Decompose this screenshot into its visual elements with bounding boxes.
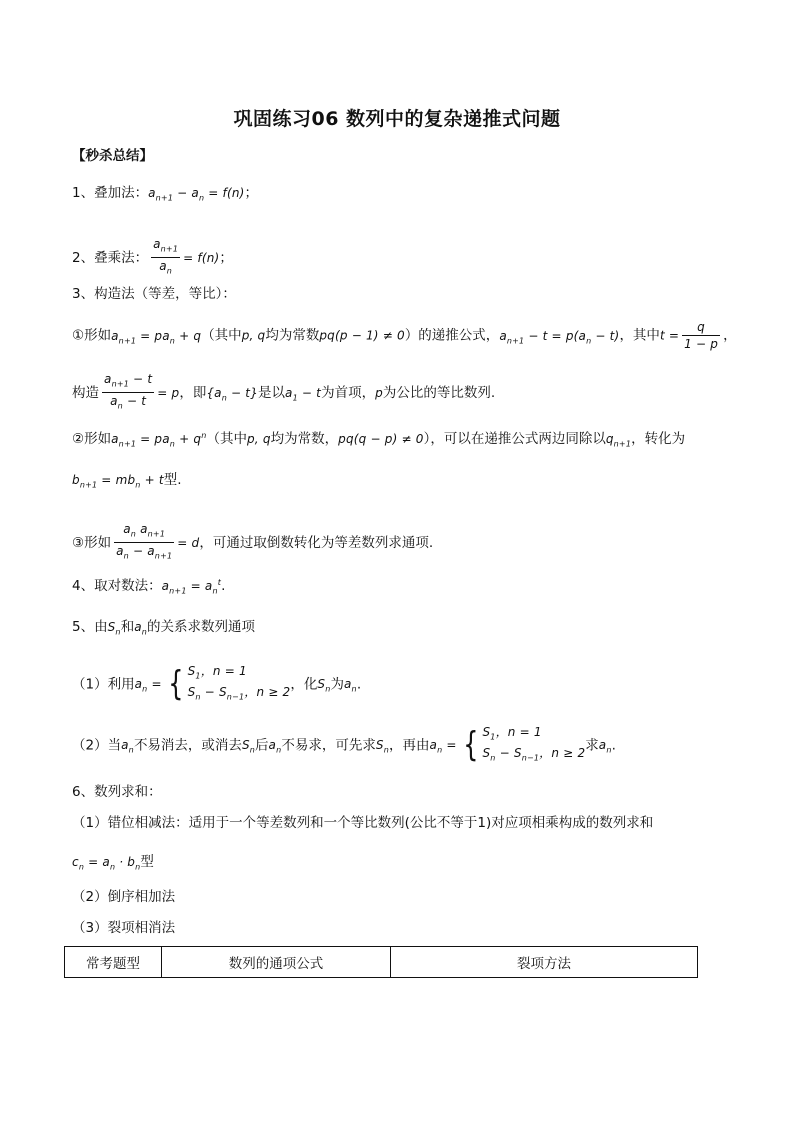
table-header-cell: 裂项方法 (391, 947, 698, 978)
text: . (611, 737, 616, 754)
text: ，化 (290, 676, 318, 693)
case-1: $S_1$，n = 1 (187, 664, 247, 681)
text: ，即 (179, 384, 207, 401)
text: （2）当 (72, 737, 122, 754)
case-1: $S_1$，n = 1 (482, 725, 542, 742)
left-brace: { (167, 664, 184, 705)
item-1-formula: $a_{n+1} - a_n = f(n)$ (148, 186, 245, 203)
item-6-3: （3）裂项相消法 (72, 920, 176, 936)
formula: $S_n$ (317, 677, 331, 694)
item-1-label: 1、叠加法： (72, 185, 149, 201)
text: 为首项， (321, 384, 376, 401)
formula: $a_n$ (121, 738, 134, 755)
item-1-tail: ； (244, 185, 259, 201)
formula: $S_n$ (241, 738, 256, 755)
case-2: $S_n - S_{n-1}$，n ≥ 2 (187, 685, 291, 702)
text: 的关系求数列通项 (147, 619, 256, 635)
item-2-denominator: $a_n$ (159, 259, 173, 276)
item-3-1b (72, 371, 495, 415)
text: ，可通过取倒数转化为等差数列求通项. (199, 534, 434, 551)
text: 5、由 (72, 619, 108, 635)
item-2-numerator: $a_{n+1}$ (151, 236, 180, 258)
numerator: $a_{n+1} - t$ (102, 371, 154, 393)
table-header-row (65, 947, 698, 978)
text: ，再由 (389, 737, 430, 754)
item-6-1b (72, 852, 154, 877)
formula: $S_n$ (375, 738, 389, 755)
text: 后 (255, 737, 269, 754)
case-2: $S_n - S_{n-1}$，n ≥ 2 (482, 746, 586, 763)
text: （其中 (206, 431, 247, 447)
text: 是以 (258, 384, 286, 401)
item-6-1: （1）错位相减法：适用于一个等差数列和一个等比数列(公比不等于1)对应项相乘构成的数列求和 (72, 815, 654, 831)
text: 构造 (72, 384, 99, 401)
denominator: $a_n - t$ (110, 394, 147, 411)
formula: $a_n$ (343, 677, 357, 694)
item-3: 3、构造法（等差，等比）： (72, 286, 236, 302)
item-3-2b (72, 470, 182, 495)
numerator: $a_n$ $a_{n+1}$ (114, 521, 174, 543)
left-brace: { (462, 725, 479, 766)
text: 型. (163, 472, 182, 488)
formula: $a_1 - t$ (285, 385, 322, 403)
text: ， (723, 327, 737, 344)
piecewise-cases (188, 663, 291, 706)
numerator: q (682, 319, 720, 336)
formula: $\{a_n - t\}$ (206, 385, 259, 403)
page-title: 巩固练习06 数列中的复杂递推式问题 (233, 108, 561, 130)
text: . (356, 676, 362, 693)
text: （1）利用 (72, 676, 135, 693)
formula: $a_n$ = (429, 738, 457, 755)
piecewise-cases (482, 724, 585, 767)
item-5-1 (72, 663, 361, 706)
text: 均为常数 (265, 327, 320, 344)
text: ，其中 (619, 327, 660, 344)
formula: = p (157, 385, 180, 400)
t-fraction (682, 319, 720, 352)
item-2-fraction (151, 236, 180, 280)
formula: $a_n$ = (134, 677, 162, 694)
formula: $q_{n+1}$ (605, 432, 632, 449)
text: （其中 (201, 327, 242, 344)
text: ③形如 (72, 534, 112, 551)
formula: pq(p − 1) ≠ 0 (319, 328, 405, 343)
formula: p, q (241, 328, 266, 343)
text: ）的递推公式， (404, 327, 500, 344)
text: 求 (585, 737, 599, 754)
item-1 (72, 183, 258, 208)
construct-fraction (102, 371, 154, 415)
item-2-label: 2、叠乘法： (72, 249, 149, 266)
split-term-table (64, 946, 698, 978)
item-2-tail: ； (219, 249, 233, 266)
text: 不易消去，或消去 (133, 737, 242, 754)
reciprocal-fraction (114, 521, 174, 565)
formula: $a_n$ (598, 738, 612, 755)
formula: $a_{n+1} = pa_n + q$ (111, 328, 202, 345)
text: ，转化为 (631, 431, 686, 447)
text: ②形如 (72, 431, 112, 447)
formula: $a_n$ (134, 620, 148, 637)
formula: $b_{n+1} = mb_n + t$ (72, 473, 164, 490)
item-4-formula: $a_{n+1} = a_n^t$ (161, 578, 222, 596)
text: 不易求，可先求 (281, 737, 376, 754)
text: 为 (330, 676, 344, 693)
formula: = d (177, 535, 200, 550)
item-2 (72, 236, 233, 280)
item-5 (72, 617, 255, 642)
text: 和 (120, 619, 135, 635)
text: 均为常数， (270, 431, 339, 447)
text: 型 (140, 854, 154, 870)
text: 为公比的等比数列. (382, 384, 496, 401)
table-header-cell: 数列的通项公式 (162, 947, 391, 978)
item-3-2 (72, 426, 685, 454)
item-2-rhs: = f(n) (183, 250, 220, 265)
formula: t = (659, 328, 680, 343)
item-6: 6、数列求和： (72, 784, 162, 800)
formula: p (375, 385, 383, 400)
formula: p, q (246, 432, 271, 446)
item-4-tail: . (221, 578, 226, 594)
formula: $a_{n+1} - t = p(a_n - t)$ (499, 328, 620, 345)
formula: $a_{n+1} = pa_n + q^n$ (111, 431, 207, 449)
item-4-label: 4、取对数法： (72, 578, 162, 594)
item-3-1 (72, 319, 737, 352)
denominator: 1 − p (684, 337, 719, 351)
summary-heading: 【秒杀总结】 (72, 148, 153, 164)
text: ①形如 (72, 327, 112, 344)
formula: pq(q − p) ≠ 0 (338, 432, 424, 446)
item-4 (72, 573, 225, 601)
item-5-2 (72, 724, 616, 767)
table-header-cell: 常考题型 (65, 947, 162, 978)
formula: $S_n$ (107, 620, 121, 637)
formula: $a_n$ (268, 738, 282, 755)
item-3-3 (72, 521, 433, 565)
formula: $c_n = a_n \cdot b_n$ (72, 855, 141, 872)
denominator: $a_n - a_{n+1}$ (116, 544, 173, 561)
item-6-2: （2）倒序相加法 (72, 889, 176, 905)
text: ），可以在递推公式两边同除以 (423, 431, 606, 447)
